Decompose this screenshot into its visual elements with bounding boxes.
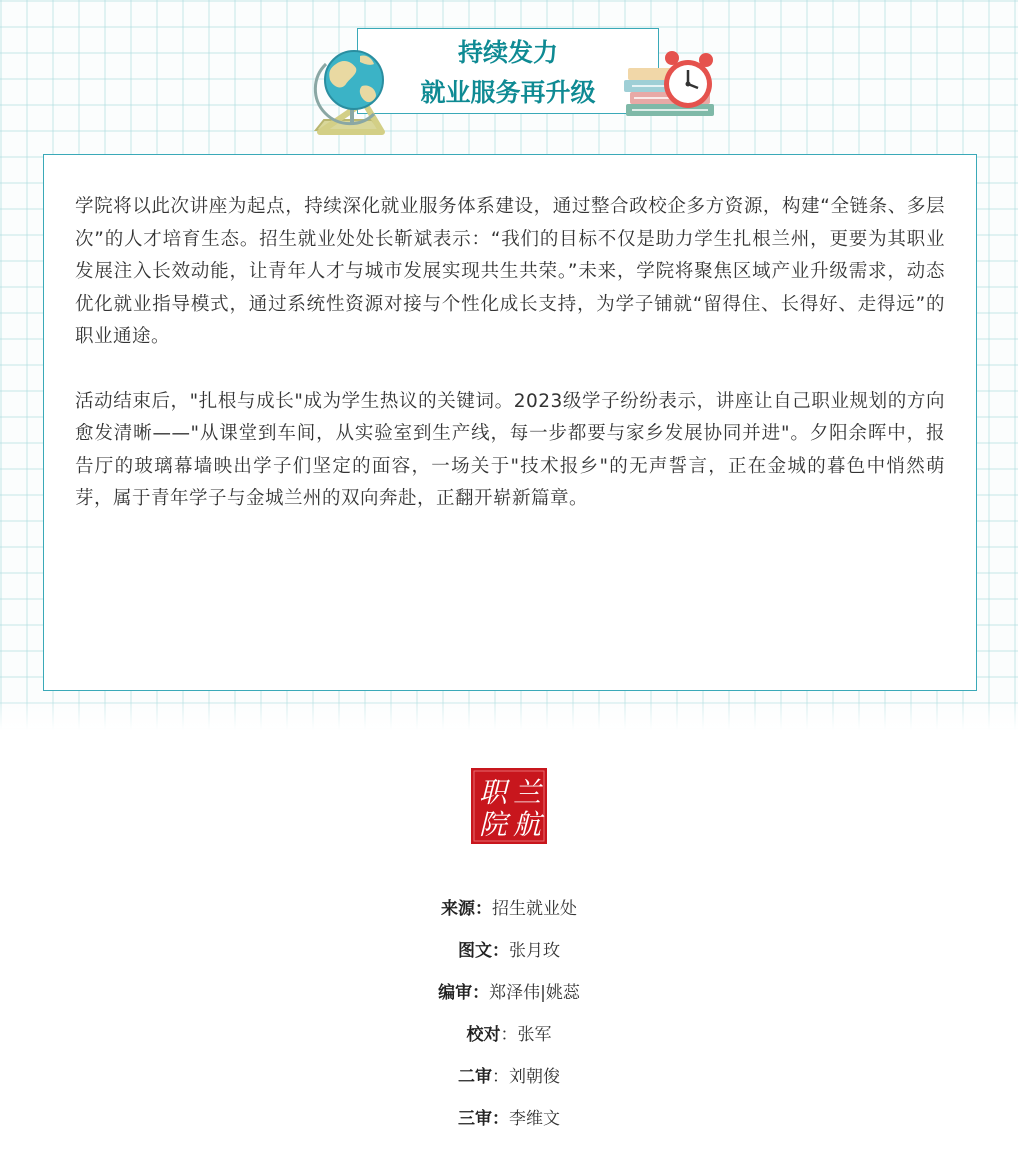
credit-line-author <box>0 935 1018 977</box>
credit-label: 图文： <box>458 941 509 961</box>
article-paragraph-1: 学院将以此次讲座为起点，持续深化就业服务体系建设，通过整合政校企多方资源，构建“全链条、多层次”的人才培育生态。招生就业处处长靳斌表示：“我们的目标不仅是助力学生扎根兰州，更要为其职业发展注入长效动能，让青年人才与城市发展实现共生共荣。”未来，学院将聚焦区域产业升级需求，动态优化就业指导模式，通过系统性资源对接与个性化成长支持，为学子铺就“留得住、长得好、走得远”的职业通途。 <box>75 196 945 347</box>
credit-value: 郑泽伟|姚蕊 <box>489 983 580 1003</box>
svg-text:院: 院 <box>478 808 508 841</box>
credit-label: 二审 <box>458 1067 492 1087</box>
credit-label: 编审： <box>438 983 490 1003</box>
credit-value: 李维文 <box>509 1109 560 1129</box>
credit-value: 张月玫 <box>509 941 560 961</box>
credit-line-third-review <box>0 1103 1018 1145</box>
credits-block <box>0 893 1018 1145</box>
section-title-line2: 就业服务再升级 <box>420 78 596 107</box>
article-paragraph-2: 活动结束后，"扎根与成长"成为学生热议的关键词。2023级学子纷纷表示，讲座让自己职业规划的方向愈发清晰——"从课堂到车间，从实验室到生产线，每一步都要与家乡发展协同并进"。夕阳余晖中，报告厅的玻璃幕墙映出学子们坚定的面容，一场关于"技术报乡"的无声誓言，正在金城的暮色中悄然萌芽，属于青年学子与金城兰州的双向奔赴，正翻开崭新篇章。 <box>75 390 945 509</box>
article-content-box <box>43 154 977 691</box>
svg-text:兰: 兰 <box>512 776 542 809</box>
credit-label: 三审： <box>458 1109 509 1129</box>
section-title-line1: 持续发力 <box>457 38 558 67</box>
credit-line-source <box>0 893 1018 935</box>
credit-label: 来源： <box>441 899 492 919</box>
svg-text:职: 职 <box>478 776 508 809</box>
credit-line-editor <box>0 977 1018 1019</box>
college-seal-logo <box>469 766 549 846</box>
credit-value: ：刘朝俊 <box>492 1067 560 1087</box>
books-clock-icon <box>622 48 718 120</box>
svg-text:航: 航 <box>512 808 542 841</box>
globe-icon <box>312 44 392 136</box>
credit-value: 招生就业处 <box>492 899 577 919</box>
section-title-box <box>357 28 659 114</box>
credit-label: 校对 <box>466 1025 501 1045</box>
credit-line-proofreader <box>0 1019 1018 1061</box>
credit-line-second-review <box>0 1061 1018 1103</box>
credit-value: ：张军 <box>500 1025 552 1045</box>
